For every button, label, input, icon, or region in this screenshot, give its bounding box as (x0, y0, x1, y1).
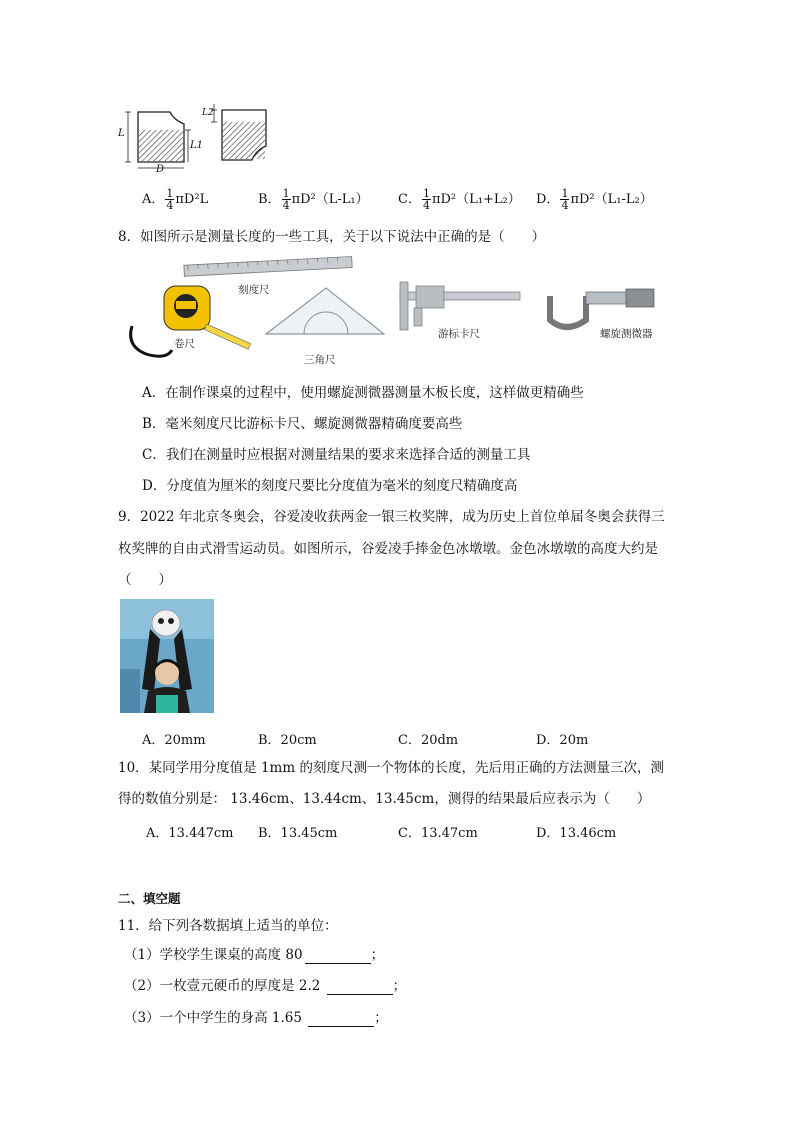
q7-option-c[interactable]: C． $\frac{1}{4}$ πD²（L₁+L₂） (398, 187, 521, 212)
q8-tools-figure (126, 256, 676, 366)
q8-stem: 8．如图所示是测量长度的一些工具，关于以下说法中正确的是（ ） (118, 229, 546, 245)
label-L: L (118, 128, 125, 139)
q8-option-b[interactable]: B．毫米刻度尺比游标卡尺、螺旋测微器精确度要高些 (142, 416, 463, 432)
measuring-tools-illustration (126, 256, 676, 366)
container-diagram (118, 100, 278, 178)
q9-stem-line1: 9．2022 年北京冬奥会，谷爱凌收获两金一银三枚奖牌，成为历史上首位单届冬奥会获得三 (118, 509, 665, 525)
label-L1: L1 (190, 140, 204, 151)
answer-blank[interactable] (305, 949, 371, 964)
answer-blank[interactable] (308, 1012, 374, 1027)
fraction: $\frac{1}{4}$ (282, 187, 290, 212)
athlete-photo (120, 599, 214, 713)
label-triangle: 三角尺 (304, 354, 336, 366)
answer-blank[interactable] (327, 980, 393, 995)
q8-option-c[interactable]: C．我们在测量时应根据对测量结果的要求来选择合适的测量工具 (142, 447, 531, 463)
q9-option-c[interactable]: C．20dm (398, 733, 459, 748)
label-D: D (156, 164, 165, 175)
q7-option-a[interactable]: A． $\frac{1}{4}$ πD²L (142, 187, 209, 212)
q11-item-2: （2）一枚壹元硬币的厚度是 2.2 ； (124, 978, 407, 994)
q11-item-3: （3）一个中学生的身高 1.65 ； (124, 1010, 388, 1026)
fraction: $\frac{1}{4}$ (422, 187, 430, 212)
q10-stem-line1: 10．某同学用分度值是 1mm 的刻度尺测一个物体的长度，先后用正确的方法测量三次，测 (118, 760, 664, 776)
q9-stem-line3: （ ） (118, 572, 172, 588)
label-tape: 卷尺 (174, 338, 195, 350)
q9-stem-line2: 枚奖牌的自由式滑雪运动员。如图所示，谷爱凌手捧金色冰墩墩。金色冰墩墩的高度大约是 (118, 541, 658, 557)
q8-option-d[interactable]: D．分度值为厘米的刻度尺要比分度值为毫米的刻度尺精确度高 (142, 478, 518, 494)
section-title: 二、填空题 (118, 891, 181, 906)
fraction: $\frac{1}{4}$ (561, 187, 569, 212)
label-ruler: 刻度尺 (238, 284, 270, 296)
q9-option-a[interactable]: A．20mm (142, 733, 206, 748)
q7-figure (118, 100, 278, 178)
fraction: $\frac{1}{4}$ (166, 187, 174, 212)
q9-option-b[interactable]: B．20cm (258, 733, 317, 748)
q9-option-d[interactable]: D．20m (536, 733, 589, 748)
q10-stem-line2: 得的数值分别是： 13.46cm、13.44cm、13.45cm，测得的结果最后应表示为（ ） (118, 791, 651, 807)
q10-option-a[interactable]: A．13.447cm (146, 826, 234, 841)
q10-option-d[interactable]: D．13.46cm (536, 826, 617, 841)
athlete-holding-mascot-image (120, 599, 214, 713)
label-micrometer: 螺旋测微器 (600, 328, 653, 340)
label-caliper: 游标卡尺 (438, 328, 480, 340)
q11-item-1: （1）学校学生课桌的高度 80 ； (124, 947, 385, 963)
q10-option-b[interactable]: B．13.45cm (258, 826, 338, 841)
q7-option-d[interactable]: D． $\frac{1}{4}$ πD²（L₁-L₂） (536, 187, 653, 212)
q11-stem: 11．给下列各数据填上适当的单位： (118, 918, 338, 934)
q8-option-a[interactable]: A．在制作课桌的过程中，使用螺旋测微器测量木板长度，这样做更精确些 (142, 385, 584, 401)
q7-option-b[interactable]: B． $\frac{1}{4}$ πD²（L-L₁） (258, 187, 369, 212)
q10-option-c[interactable]: C．13.47cm (398, 826, 478, 841)
label-L2: L2 (202, 108, 214, 118)
